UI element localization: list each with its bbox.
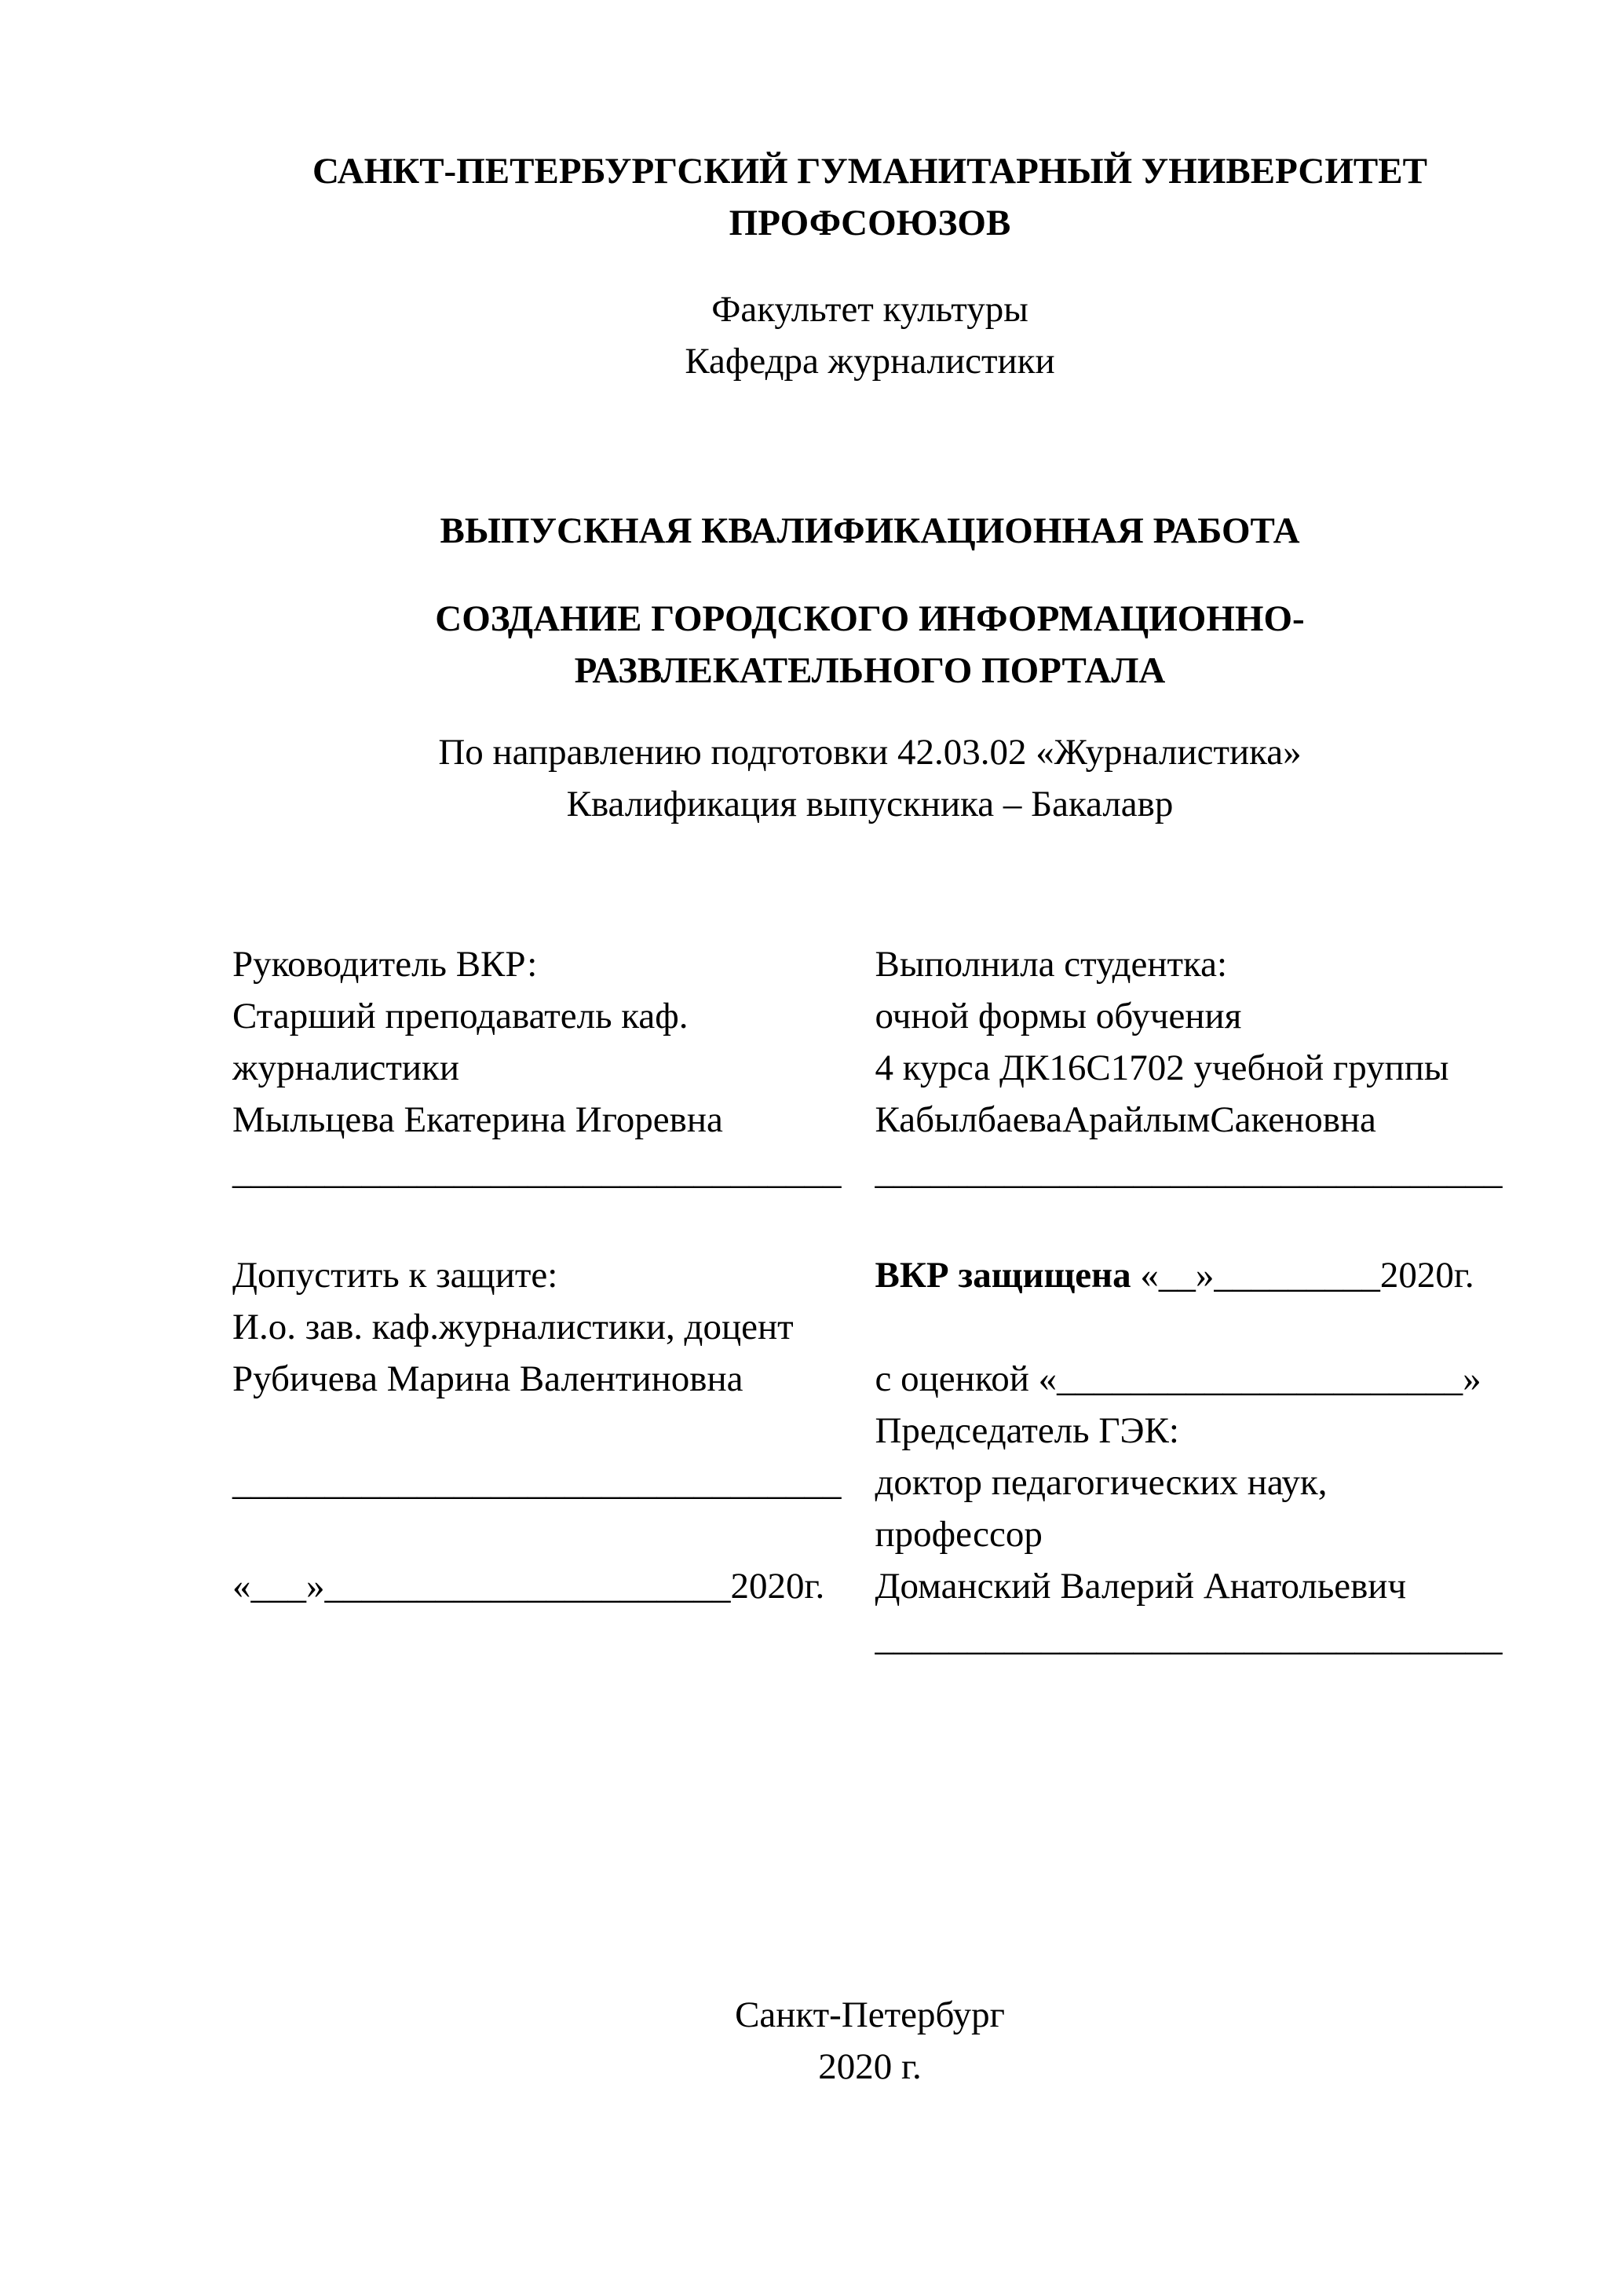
supervisor-name: Мыльцева Екатерина Игоревна [232, 1099, 723, 1140]
left-column [232, 938, 875, 1664]
year-line: 2020 г. [818, 2046, 922, 2087]
student-name: КабылбаеваАрайлымСакеновна [875, 1099, 1376, 1140]
right-column [875, 938, 1507, 1664]
city-line: Санкт-Петербург [735, 1994, 1005, 2035]
thesis-title [232, 593, 1507, 696]
spacer [875, 1301, 1507, 1353]
program-block [232, 726, 1507, 830]
department-name: Кафедра журналистики [685, 341, 1055, 382]
university-name-line-2: ПРОФСОЮЗОВ [729, 203, 1011, 243]
chairman-name: Доманский Валерий Анатольевич [875, 1566, 1407, 1607]
gek-chairman-label: Председатель ГЭК: [875, 1410, 1179, 1451]
supervisor-signature-line: _________________________________ [232, 1151, 842, 1192]
spacer [232, 1197, 875, 1249]
defense-signature-line: __________________________________ [875, 1618, 1503, 1658]
faculty-name: Факультет культуры [711, 289, 1028, 330]
student-signature-line: __________________________________ [875, 1151, 1503, 1192]
student-study-form: очной формы обучения [875, 996, 1242, 1036]
supervisor-position-line-2: журналистики [232, 1047, 460, 1088]
supervisor-label: Руководитель ВКР: [232, 944, 538, 985]
footer-block [232, 1989, 1507, 2093]
qualification-line: Квалификация выпускника – Бакалавр [566, 784, 1174, 824]
program-line: По направлению подготовки 42.03.02 «Журналистика» [438, 732, 1302, 773]
work-type-block [232, 505, 1507, 557]
spacer [232, 1405, 875, 1457]
supervisor-position-line-1: Старший преподаватель каф. [232, 996, 689, 1036]
thesis-title-line-1: СОЗДАНИЕ ГОРОДСКОГО ИНФОРМАЦИОННО- [435, 598, 1305, 639]
chairman-rank: профессор [875, 1514, 1043, 1555]
admission-label: Допустить к защите: [232, 1255, 558, 1296]
university-name [232, 145, 1507, 249]
grade-line: с оценкой «______________________» [875, 1358, 1481, 1399]
thesis-title-line-2: РАЗВЛЕКАТЕЛЬНОГО ПОРТАЛА [574, 650, 1166, 691]
admission-date-line: «___»______________________2020г. [232, 1566, 825, 1607]
spacer [875, 1197, 1507, 1249]
approver-position: И.о. зав. каф.журналистики, доцент [232, 1307, 794, 1347]
spacer [232, 1508, 875, 1560]
student-group: 4 курса ДК16С1702 учебной группы [875, 1047, 1449, 1088]
defense-date-blank: «__»_________2020г. [1131, 1255, 1474, 1296]
work-type-heading: ВЫПУСКНАЯ КВАЛИФИКАЦИОННАЯ РАБОТА [440, 510, 1300, 551]
approver-name: Рубичева Марина Валентиновна [232, 1358, 743, 1399]
student-label: Выполнила студентка: [875, 944, 1228, 985]
faculty-block [232, 283, 1507, 387]
admission-signature-line: _________________________________ [232, 1462, 842, 1503]
signatures-section [232, 938, 1507, 1664]
defense-defended-label: ВКР защищена [875, 1255, 1131, 1296]
defense-status-line [875, 1249, 1507, 1301]
chairman-degree: доктор педагогических наук, [875, 1462, 1328, 1503]
university-name-line-1: САНКТ-ПЕТЕРБУРГСКИЙ ГУМАНИТАРНЫЙ УНИВЕРСИТЕТ [312, 151, 1427, 192]
